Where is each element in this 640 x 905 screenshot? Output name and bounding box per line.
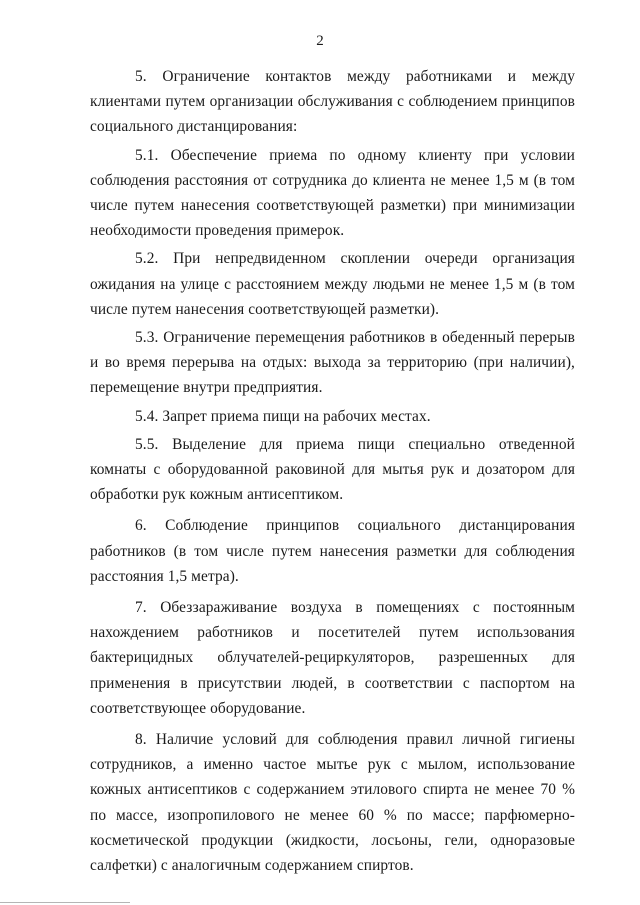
paragraph-7: 7. Обеззараживание воздуха в помещениях с постоянным нахождением работников и посетителей путем использования бактерицидных облучателей-рециркуляторов, разрешенных для применения в присутствии людей, в соответствии с паспортом на соответствующее оборудование. (90, 599, 575, 717)
paragraph-5-4: 5.4. Запрет приема пищи на рабочих местах. (135, 407, 431, 425)
paragraph-5: 5. Ограничение контактов между работниками и между клиентами путем организации обслуживания с соблюдением принципов социального дистанцирования: (90, 68, 575, 136)
paragraph-5-1: 5.1. Обеспечение приема по одному клиенту при условии соблюдения расстояния от сотрудника до клиента не менее 1,5 м (в том числе путем нанесения соответствующей разметки) при минимизации необходимости проведения примерок. (90, 146, 575, 240)
paragraph-5-3: 5.3. Ограничение перемещения работников в обеденный перерыв и во время перерыва на отдых: выхода за территорию (при наличии), перемещение внутри предприятия. (90, 329, 575, 397)
paragraph-5-5: 5.5. Выделение для приема пищи специально отведенной комнаты с оборудованной раковиной для мытья рук и дозатором для обработки рук кожным антисептиком. (90, 435, 575, 504)
page-number: 2 (316, 33, 324, 49)
paragraph-6: 6. Соблюдение принципов социального дистанцирования работников (в том числе путем нанесения разметки для соблюдения расстояния 1,5 метра). (90, 517, 575, 585)
paragraph-5-2: 5.2. При непредвиденном скоплении очереди организация ожидания на улице с расстоянием между людьми не менее 1,5 м (в том числе путем нанесения соответствующей разметки). (90, 250, 575, 318)
document-body (90, 64, 575, 878)
paragraph-8: 8. Наличие условий для соблюдения правил личной гигиены сотрудников, а именно частое мытье рук с мылом, использование кожных антисептиков с содержанием этилового спирта не менее 70 % по массе, изопропилового не менее 60 % по массе; парфюмерно-косметической продукции (жидкости, лосьоны, гели, одноразовые салфетки) с аналогичным содержанием спиртов. (90, 731, 575, 875)
footer-rule (0, 902, 130, 903)
